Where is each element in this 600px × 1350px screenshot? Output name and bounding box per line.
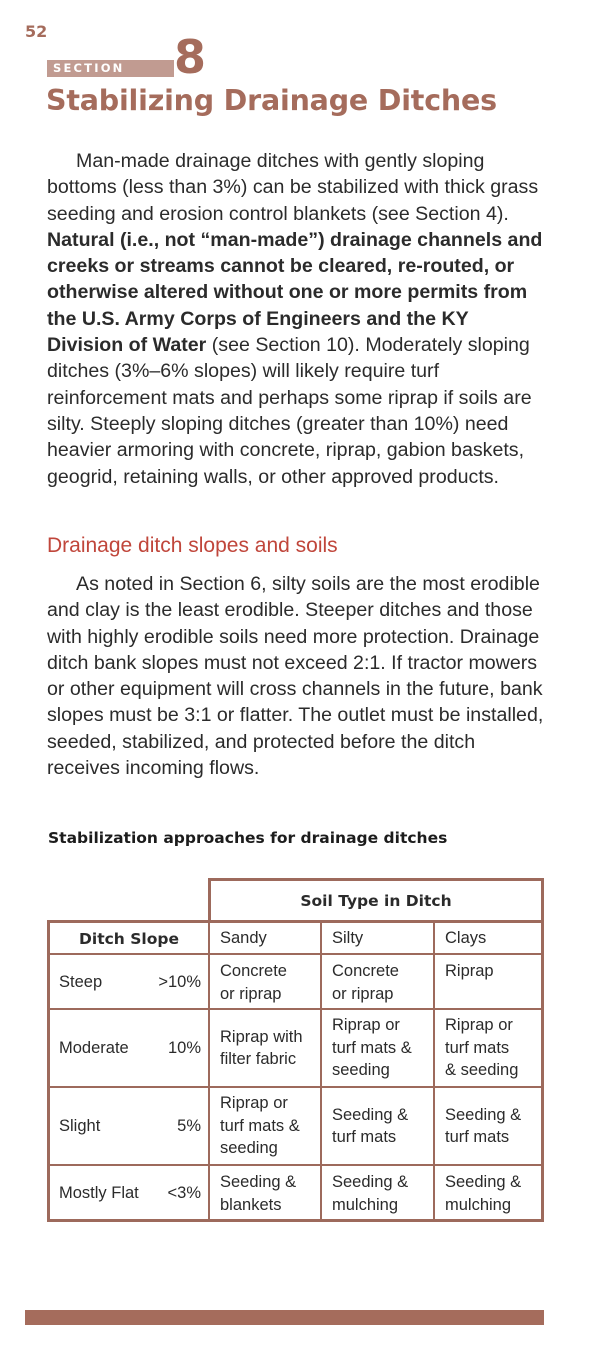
intro-text-1: Man-made drainage ditches with gently sloping bottoms (less than 3%) can be stabilized with thick grass seeding and erosion control blankets (see Section 4). bbox=[47, 150, 539, 225]
soil-header-clays: Clays bbox=[445, 929, 487, 947]
table-cell-silty: Seeding & mulching bbox=[332, 1173, 409, 1214]
page-title: Stabilizing Drainage Ditches bbox=[46, 84, 497, 117]
table-cell-sandy: Riprap or turf mats & seeding bbox=[220, 1094, 300, 1158]
table-cell-clays: Seeding & turf mats bbox=[445, 1105, 522, 1146]
slope-name: Moderate bbox=[59, 1039, 129, 1057]
soil-type-header: Soil Type in Ditch bbox=[300, 892, 452, 910]
table-cell-clays: Seeding & mulching bbox=[445, 1173, 522, 1214]
table-border-top bbox=[208, 878, 544, 881]
page-number: 52 bbox=[25, 22, 48, 41]
subsection-paragraph bbox=[47, 571, 549, 781]
subsection-text: As noted in Section 6, silty soils are the most erodible and clay is the least erodible. Steeper ditches and those with highly erodible soils need more protection. Drainage ditch bank slopes must not exceed 2:1. If tractor mowers or other equipment will cross channels in the future, bank slopes must be 3:1 or flatter. The outlet must be installed, seeded, stabilized, and protected before the ditch receives incoming flows. bbox=[47, 573, 544, 780]
table-cell-clays: Riprap bbox=[445, 962, 494, 980]
table-cell-sandy: Riprap with filter fabric bbox=[220, 1027, 303, 1068]
slope-value: >10% bbox=[158, 972, 201, 991]
stabilization-table bbox=[47, 878, 544, 1222]
slope-name: Mostly Flat bbox=[59, 1183, 139, 1202]
slope-value: 5% bbox=[177, 1117, 201, 1135]
section-marker bbox=[47, 30, 247, 84]
table-cell-sandy: Seeding & blankets bbox=[220, 1173, 297, 1214]
footer-bar bbox=[25, 1310, 544, 1325]
table-cell-silty: Seeding & turf mats bbox=[332, 1105, 409, 1146]
table-border-right-top bbox=[541, 878, 544, 921]
table-divider bbox=[47, 1164, 544, 1166]
slope-name: Steep bbox=[59, 972, 103, 991]
soil-header-sandy: Sandy bbox=[220, 929, 267, 947]
section-label: SECTION bbox=[53, 61, 125, 75]
table-cell-sandy: Concrete or riprap bbox=[220, 962, 287, 1003]
table-divider bbox=[47, 1086, 544, 1088]
intro-text-2: (see Section 10). Moderately sloping ditches (3%–6% slopes) will likely require turf reinforcement mats and perhaps some riprap if soils are silty. Steeply sloping ditches (greater than 10%) need heavier armoring with concrete, riprap, gabion baskets, geogrid, retaining walls, or other approved products. bbox=[47, 334, 532, 488]
intro-bold-text: Natural (i.e., not “man-made”) drainage channels and creeks or streams cannot be cleared, re-routed, or otherwise altered without one or more permits from the U.S. Army Corps of Engineers and the KY Division of Water bbox=[47, 228, 543, 357]
ditch-slope-header: Ditch Slope bbox=[79, 930, 179, 948]
section-number: 8 bbox=[174, 30, 207, 84]
table-cell-clays: Riprap or turf mats & seeding bbox=[445, 1016, 519, 1080]
subsection-heading: Drainage ditch slopes and soils bbox=[47, 534, 338, 557]
slope-value: 10% bbox=[167, 1039, 201, 1057]
intro-paragraph bbox=[47, 148, 549, 490]
table-divider bbox=[208, 920, 210, 1222]
table-divider bbox=[47, 1008, 544, 1010]
soil-header-silty: Silty bbox=[332, 929, 364, 947]
table-cell-silty: Concrete or riprap bbox=[332, 962, 399, 1003]
slope-value: <3% bbox=[167, 1183, 201, 1202]
table-caption: Stabilization approaches for drainage ditches bbox=[48, 829, 448, 847]
table-cell-silty: Riprap or turf mats & seeding bbox=[332, 1016, 412, 1080]
slope-name: Slight bbox=[59, 1117, 101, 1135]
table-divider bbox=[47, 953, 544, 955]
